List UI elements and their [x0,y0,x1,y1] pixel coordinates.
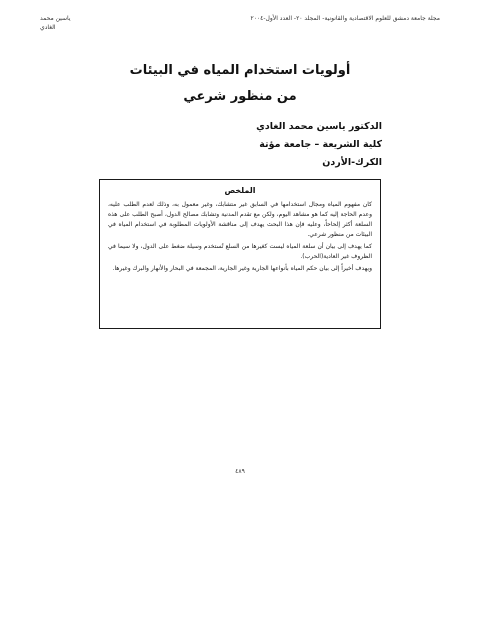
abstract-paragraph-3: ويهدف أخيراً إلى بيان حكم المياه بأنواعها الجارية وغير الجارية، المجمعة في البحار والأنهار والبرك وغيرها. [112,265,372,272]
author-name: الدكتور ياسين محمد الغادي [256,121,382,132]
abstract-box [99,179,381,329]
running-header [40,14,440,36]
author-location: الكرك-الأردن [322,157,382,168]
page-number: ٤٨٩ [235,468,245,475]
title-line-1: أولويات استخدام المياه في البيئات [129,63,351,78]
abstract-paragraph-2: كما يهدف إلى بيان أن سلعة المياه ليست كغيرها من السلع تُستخدم وسيلة ضغط على الدول، ولا سيما في الظروف غير العادية(الحرب). [108,243,372,260]
journal-citation: مجلة جامعة دمشق للعلوم الاقتصادية والقانونية- المجلد ٢٠- العدد الأول-٢٠٠٤ [250,15,440,22]
header-author [40,14,110,32]
title-line-2: من منظور شرعي [183,89,297,104]
abstract-paragraph-1: كان مفهوم المياه ومجال استخدامها في السابق غير متشابك، وغير معمول به، وذلك لعدم الطلب عليه، وعدم الحاجة إليه كما هو مشاهد اليوم، ولكن مع تقدم المدنية وتشابك مصالح الدول، أصبح الطلب على هذه السلعة أكثر إلحاحاً، وعليه فإن هذا البحث يهدف إلى مناقشة الأولويات المطلوبة في استخدام المياه في البيئات من منظور شرعي. [108,201,372,238]
abstract-heading: الملخص [224,186,256,195]
author-block [122,118,382,172]
author-affiliation: كلية الشريعة – جامعة مؤتة [259,139,382,150]
header-author-line1: ياسين محمد [40,15,71,22]
header-author-line2: الغادي [40,24,56,31]
paper-title [60,58,420,110]
